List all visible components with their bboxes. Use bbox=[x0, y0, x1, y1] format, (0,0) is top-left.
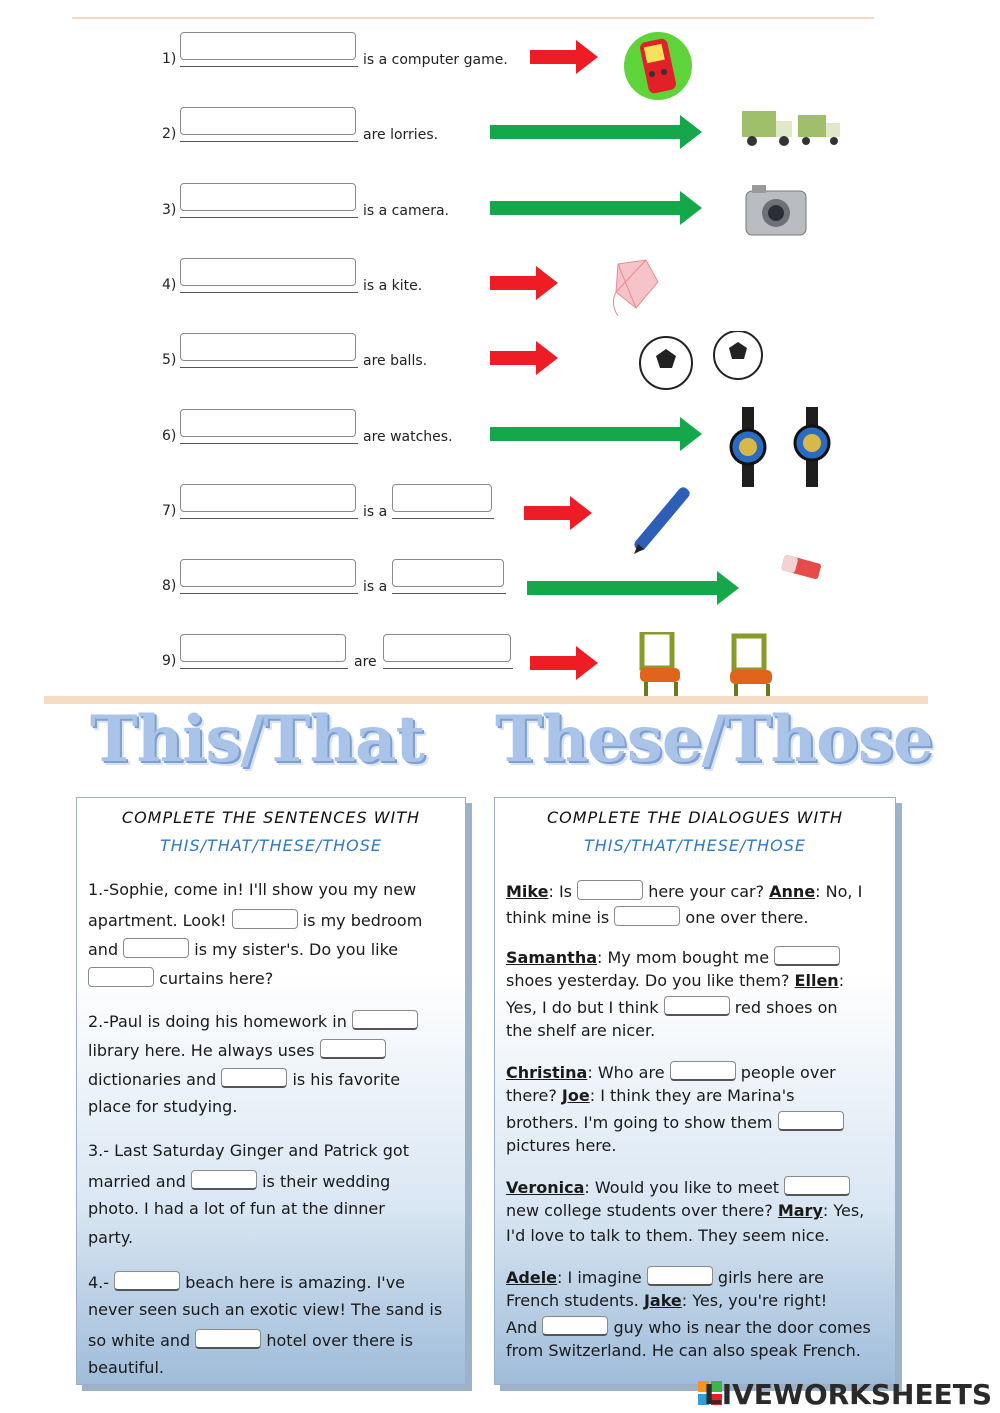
exercise-row-7 bbox=[0, 482, 1000, 552]
dialogue-5-text: : I imagine bbox=[557, 1268, 642, 1287]
item-text: are lorries. bbox=[363, 127, 439, 143]
sentence-1-text: is my bedroom bbox=[302, 911, 423, 930]
sentence-2-line-a bbox=[88, 1010, 418, 1031]
answer-box-9[interactable] bbox=[180, 634, 346, 662]
dialogue-4-text: : Would you like to meet bbox=[584, 1178, 780, 1197]
sentences-subheading: THIS/THAT/THESE/THOSE bbox=[159, 836, 383, 855]
exercise-row-6 bbox=[0, 407, 1000, 477]
item-number: 6) bbox=[162, 428, 177, 444]
answer-box-5[interactable] bbox=[180, 333, 356, 361]
dialogue-4-line-b bbox=[506, 1201, 864, 1220]
sentence-2-text: is his favorite bbox=[292, 1070, 401, 1089]
dialogue-5-text: And bbox=[506, 1318, 538, 1337]
answer-underline bbox=[180, 518, 358, 519]
dialogue-5-line-d: from Switzerland. He can also speak French. bbox=[506, 1341, 861, 1360]
sentence-4-line-c bbox=[88, 1329, 413, 1350]
green-arrow-icon bbox=[490, 191, 702, 225]
dialogue-3-text: : I think they are Marina's bbox=[589, 1086, 795, 1105]
dialogue-2-line-c bbox=[506, 996, 838, 1017]
sentence-3-line-d: party. bbox=[88, 1228, 134, 1247]
green-arrow-icon bbox=[490, 115, 702, 149]
sentence-4-line-b: never seen such an exotic view! The sand is bbox=[88, 1300, 443, 1319]
speaker-mike: Mike bbox=[506, 882, 549, 901]
dialogue-box-5b[interactable] bbox=[542, 1316, 608, 1336]
answer-box-7b[interactable] bbox=[392, 484, 492, 512]
sentence-3-line-a: 3.- Last Saturday Ginger and Patrick got bbox=[88, 1141, 409, 1160]
exercise-row-9 bbox=[0, 632, 1000, 702]
dialogues-panel bbox=[494, 797, 896, 1385]
item-number: 2) bbox=[162, 126, 177, 142]
answer-box-4b[interactable] bbox=[195, 1329, 261, 1349]
red-arrow-icon bbox=[490, 341, 558, 375]
answer-box-1c[interactable] bbox=[88, 967, 154, 987]
speaker-mary: Mary bbox=[777, 1201, 823, 1220]
item-text: is a bbox=[363, 504, 388, 520]
sentence-1-text: is my sister's. Do you like bbox=[194, 940, 399, 959]
dialogue-box-2b[interactable] bbox=[664, 996, 730, 1016]
item-number: 8) bbox=[162, 578, 177, 594]
dialogue-box-4a[interactable] bbox=[784, 1176, 850, 1196]
dialogue-4-line-a bbox=[506, 1176, 850, 1197]
sentence-4-line-a bbox=[88, 1271, 405, 1292]
answer-underline bbox=[180, 292, 358, 293]
sentence-1-text: and bbox=[88, 940, 119, 959]
dialogue-box-3b[interactable] bbox=[778, 1111, 844, 1131]
exercise-row-8 bbox=[0, 557, 1000, 627]
dialogue-box-1b[interactable] bbox=[614, 906, 680, 926]
dialogue-2-text: shoes yesterday. Do you like them? bbox=[506, 971, 790, 990]
green-arrow-icon bbox=[490, 417, 702, 451]
sentence-2-line-c bbox=[88, 1068, 400, 1089]
answer-box-8[interactable] bbox=[180, 559, 356, 587]
dialogue-4-line-c: I'd love to talk to them. They seem nice. bbox=[506, 1226, 830, 1245]
answer-box-2a[interactable] bbox=[352, 1010, 418, 1030]
dialogue-3-line-b bbox=[506, 1086, 794, 1105]
watches-icon bbox=[728, 407, 838, 491]
dialogue-3-line-a bbox=[506, 1061, 836, 1082]
dialogue-1-text: here your car? bbox=[648, 882, 765, 901]
exercise-row-3 bbox=[0, 181, 1000, 251]
sentence-2-text: library here. He always uses bbox=[88, 1041, 315, 1060]
sentence-4-text: hotel over there is bbox=[266, 1331, 413, 1350]
eraser-icon bbox=[776, 553, 826, 587]
dialogue-box-1a[interactable] bbox=[577, 880, 643, 900]
dialogue-box-2a[interactable] bbox=[774, 946, 840, 966]
camera-icon bbox=[742, 181, 812, 245]
balls-icon bbox=[636, 331, 776, 395]
answer-box-9b[interactable] bbox=[383, 634, 511, 662]
sentence-4-text: so white and bbox=[88, 1331, 191, 1350]
item-text: is a camera. bbox=[363, 203, 449, 219]
dialogue-2-line-a bbox=[506, 946, 840, 967]
dialogue-5-text: : Yes, you're right! bbox=[681, 1291, 828, 1310]
item-text: is a computer game. bbox=[363, 52, 508, 68]
speaker-veronica: Veronica bbox=[506, 1178, 585, 1197]
handheld-game-icon bbox=[620, 30, 700, 104]
dialogue-1-text: : Is bbox=[548, 882, 572, 901]
pen-icon bbox=[628, 482, 698, 561]
sentence-1-line-d bbox=[88, 967, 273, 988]
exercise-row-1 bbox=[0, 30, 1000, 100]
exercise-row-2 bbox=[0, 105, 1000, 175]
item-number: 9) bbox=[162, 653, 177, 669]
dialogue-2-text: : My mom bought me bbox=[597, 948, 770, 967]
item-text: is a kite. bbox=[363, 278, 423, 294]
sentence-1-line-b bbox=[88, 909, 422, 930]
item-text: is a bbox=[363, 579, 388, 595]
dialogue-5-text: French students. bbox=[506, 1291, 639, 1310]
exercise-row-5 bbox=[0, 331, 1000, 401]
dialogue-5-line-a bbox=[506, 1266, 824, 1287]
item-number: 4) bbox=[162, 277, 177, 293]
chairs-icon bbox=[636, 632, 786, 702]
dialogue-3-text: there? bbox=[506, 1086, 557, 1105]
sentence-1-text: apartment. Look! bbox=[88, 911, 227, 930]
answer-box-8b[interactable] bbox=[392, 559, 504, 587]
sentence-3-text: married and bbox=[88, 1172, 186, 1191]
answer-box-4[interactable] bbox=[180, 258, 356, 286]
dialogue-1-text: : No, I bbox=[815, 882, 863, 901]
answer-box-4a[interactable] bbox=[114, 1271, 180, 1291]
answer-underline bbox=[180, 217, 358, 218]
item-text: are bbox=[354, 654, 377, 670]
speaker-ellen: Ellen bbox=[794, 971, 839, 990]
dialogue-2-text: Yes, I do but I think bbox=[506, 998, 659, 1017]
sentence-4-line-d: beautiful. bbox=[88, 1358, 164, 1377]
answer-underline bbox=[383, 668, 513, 669]
item-number: 3) bbox=[162, 202, 177, 218]
sentence-1-line-c bbox=[88, 938, 398, 959]
dialogue-2-line-d: the shelf are nicer. bbox=[506, 1021, 656, 1040]
lorries-icon bbox=[740, 105, 850, 159]
dialogue-box-3a[interactable] bbox=[670, 1061, 736, 1081]
top-divider bbox=[72, 17, 874, 19]
sentence-1-text: curtains here? bbox=[159, 969, 274, 988]
item-number: 7) bbox=[162, 503, 177, 519]
red-arrow-icon bbox=[530, 646, 598, 680]
answer-underline bbox=[392, 593, 506, 594]
title-this-that: This/That bbox=[90, 702, 425, 777]
answer-box-2c[interactable] bbox=[221, 1068, 287, 1088]
sentence-4-text: beach here is amazing. I've bbox=[185, 1273, 406, 1292]
dialogue-5-text: guy who is near the door comes bbox=[613, 1318, 871, 1337]
dialogue-3-line-d: pictures here. bbox=[506, 1136, 617, 1155]
dialogue-2-line-b bbox=[506, 971, 844, 990]
dialogue-3-text: brothers. I'm going to show them bbox=[506, 1113, 773, 1132]
speaker-anne: Anne bbox=[769, 882, 816, 901]
sentence-2-text: 2.-Paul is doing his homework in bbox=[88, 1012, 347, 1031]
answer-underline bbox=[392, 518, 494, 519]
answer-box-6[interactable] bbox=[180, 409, 356, 437]
answer-box-1a[interactable] bbox=[232, 909, 298, 929]
answer-underline bbox=[180, 668, 348, 669]
dialogue-1-text: one over there. bbox=[685, 908, 809, 927]
dialogue-5-text: girls here are bbox=[717, 1268, 824, 1287]
speaker-samantha: Samantha bbox=[506, 948, 598, 967]
item-number: 5) bbox=[162, 352, 177, 368]
dialogues-heading: COMPLETE THE DIALOGUES WITH bbox=[546, 808, 843, 827]
exercise-row-4 bbox=[0, 256, 1000, 326]
sentences-heading: COMPLETE THE SENTENCES WITH bbox=[121, 808, 421, 827]
sentence-2-line-d: place for studying. bbox=[88, 1097, 238, 1116]
item-text: are balls. bbox=[363, 353, 428, 369]
sentence-3-text: is their wedding bbox=[262, 1172, 391, 1191]
answer-box-3a[interactable] bbox=[191, 1170, 257, 1190]
answer-underline bbox=[180, 593, 358, 594]
dialogue-1-text: think mine is bbox=[506, 908, 610, 927]
answer-box-3[interactable] bbox=[180, 183, 356, 211]
dialogue-5-line-c bbox=[506, 1316, 871, 1337]
dialogue-5-line-b bbox=[506, 1291, 827, 1310]
answer-box-2b[interactable] bbox=[320, 1039, 386, 1059]
answer-underline bbox=[180, 66, 358, 67]
sentences-panel bbox=[76, 797, 466, 1385]
speaker-adele: Adele bbox=[506, 1268, 558, 1287]
dialogue-3-line-c bbox=[506, 1111, 844, 1132]
dialogue-3-text: people over bbox=[740, 1063, 836, 1082]
dialogue-4-text: new college students over there? bbox=[506, 1201, 773, 1220]
sentence-2-text: dictionaries and bbox=[88, 1070, 217, 1089]
answer-box-7[interactable] bbox=[180, 484, 356, 512]
sentence-4-text: 4.- bbox=[88, 1273, 110, 1292]
sentence-1-line-a: 1.-Sophie, come in! I'll show you my new bbox=[88, 880, 417, 899]
green-arrow-icon bbox=[527, 571, 739, 605]
dialogue-3-text: : Who are bbox=[587, 1063, 665, 1082]
answer-underline bbox=[180, 367, 358, 368]
speaker-jake: Jake bbox=[643, 1291, 682, 1310]
dialogues-subheading: THIS/THAT/THESE/THOSE bbox=[583, 836, 807, 855]
answer-box-2[interactable] bbox=[180, 107, 356, 135]
answer-box-1[interactable] bbox=[180, 32, 356, 60]
item-number: 1) bbox=[162, 51, 177, 67]
liveworksheets-logo: LIVEWORKSHEETS bbox=[703, 1378, 992, 1411]
dialogue-1-line-b bbox=[506, 906, 808, 927]
sentence-3-line-c: photo. I had a lot of fun at the dinner bbox=[88, 1199, 385, 1218]
sentence-3-line-b bbox=[88, 1170, 390, 1191]
speaker-joe: Joe bbox=[561, 1086, 590, 1105]
red-arrow-icon bbox=[490, 266, 558, 300]
dialogue-1-line-a bbox=[506, 880, 862, 901]
dialogue-box-5a[interactable] bbox=[647, 1266, 713, 1286]
title-these-those: These/Those bbox=[495, 702, 933, 777]
kite-icon bbox=[606, 256, 666, 325]
red-arrow-icon bbox=[530, 40, 598, 74]
answer-box-1b[interactable] bbox=[123, 938, 189, 958]
speaker-christina: Christina bbox=[506, 1063, 588, 1082]
sentence-2-line-b bbox=[88, 1039, 386, 1060]
item-text: are watches. bbox=[363, 429, 453, 445]
dialogue-2-text: : bbox=[838, 971, 845, 990]
red-arrow-icon bbox=[524, 496, 592, 530]
answer-underline bbox=[180, 141, 358, 142]
dialogue-2-text: red shoes on bbox=[734, 998, 838, 1017]
dialogue-4-text: : Yes, bbox=[822, 1201, 865, 1220]
answer-underline bbox=[180, 443, 358, 444]
